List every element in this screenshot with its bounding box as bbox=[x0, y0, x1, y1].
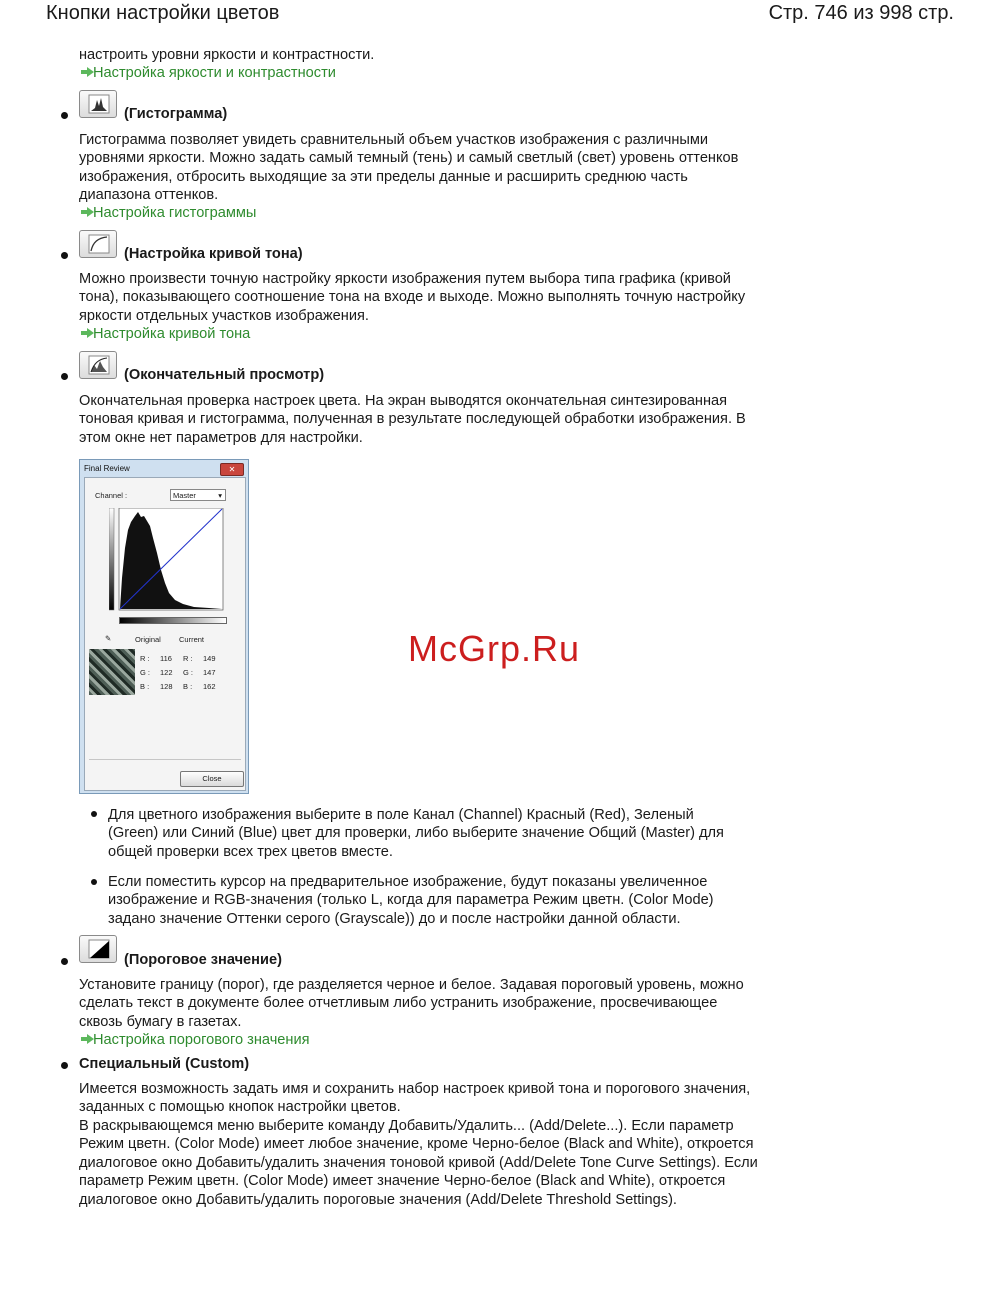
final-review-dialog bbox=[79, 459, 249, 794]
rgb-label: B : bbox=[140, 682, 150, 691]
bullet bbox=[61, 112, 68, 119]
page-number: Стр. 746 из 998 стр. bbox=[768, 2, 954, 24]
divider bbox=[89, 759, 241, 760]
original-label: Original bbox=[135, 635, 161, 644]
bullet bbox=[61, 1062, 68, 1069]
histogram-icon bbox=[88, 94, 110, 114]
rgb-label: R : bbox=[183, 654, 193, 663]
intro-text: настроить уровни яркости и контрастности. bbox=[79, 47, 375, 63]
link-brightness-contrast[interactable]: Настройка яркости и контрастности bbox=[79, 64, 336, 82]
link-threshold[interactable]: Настройка порогового значения bbox=[79, 1031, 310, 1049]
chevron-down-icon: ▾ bbox=[218, 491, 222, 500]
histogram-button[interactable] bbox=[79, 90, 117, 118]
channel-label: Channel : bbox=[95, 491, 128, 500]
sub-bullet-text: Для цветного изображения выберите в поле Канал (Channel) Красный (Red), Зеленый (Green) или Синий (Blue) цвет для проверки, либо выберите значение Общий (Master) для общей проверки всех трех цветов вместе. bbox=[108, 807, 724, 860]
histogram-graph bbox=[109, 508, 225, 614]
sub-bullet-text: Если поместить курсор на предварительное изображение, будут показаны увеличенное изображение и RGB-значения (только L, когда для параметра Режим цветн. (Color Mode) задано значение Оттенки серого (Grayscale)) до и после настройки данной области. bbox=[108, 874, 714, 927]
bullet bbox=[61, 958, 68, 965]
final-review-button[interactable] bbox=[79, 351, 117, 379]
custom-text-2: В раскрывающемся меню выберите команду Добавить/Удалить... (Add/Delete...). Если параметр Режим цветн. (Color Mode) имеет любое значение, кроме Черно-белое (Black and White), откроется диалоговое окно Добавить/удалить значения тоновой кривой (Add/Delete Tone Curve Settings). Если параметр Режим цветн. (Color Mode) имеет значение Черно-белое (Black and White), откроется диалоговое окно Добавить/удалить пороговые значения (Add/Delete Threshold Settings). bbox=[79, 1118, 758, 1208]
rgb-current-value: 162 bbox=[203, 682, 216, 691]
arrow-right-icon bbox=[79, 1031, 93, 1049]
rgb-original-value: 116 bbox=[160, 654, 172, 663]
arrow-right-icon bbox=[79, 325, 93, 343]
dialog-title: Final Review bbox=[84, 464, 130, 473]
rgb-label: B : bbox=[183, 682, 193, 691]
dialog-body bbox=[84, 477, 246, 791]
rgb-current-value: 149 bbox=[203, 654, 216, 663]
tone-curve-text: Можно произвести точную настройку яркости изображения путем выбора типа графика (кривой тона), показывающего соотношение тона на входе и выходе. Можно выполнять точную настройку яркости отдельных участков изображения. bbox=[79, 271, 746, 324]
rgb-current-value: 147 bbox=[203, 668, 216, 677]
threshold-text: Установите границу (порог), где разделяется черное и белое. Задавая пороговый уровень, можно сделать текст в документе более отчетливым либо устранить изображение, просвечивающее сквозь бумагу в газетах. bbox=[79, 977, 744, 1030]
histogram-text: Гистограмма позволяет увидеть сравнительный объем участков изображения с различными уровнями яркости. Можно задать самый темный (тень) и самый светлый (свет) уровень оттенков изображения, отбросить выходящие за эти пределы данные и расширить среднюю часть диапазона оттенков. bbox=[79, 132, 739, 204]
custom-title: Специальный (Custom) bbox=[79, 1056, 250, 1072]
bullet bbox=[61, 252, 68, 259]
preview-image bbox=[89, 649, 135, 695]
dialog-close-icon[interactable]: ✕ bbox=[220, 463, 244, 476]
threshold-title: (Пороговое значение) bbox=[124, 952, 282, 968]
arrow-right-icon bbox=[79, 64, 93, 82]
close-button[interactable]: Close bbox=[180, 771, 244, 787]
rgb-label: G : bbox=[140, 668, 151, 677]
bullet bbox=[91, 811, 97, 817]
tone-curve-title: (Настройка кривой тона) bbox=[124, 246, 303, 262]
rgb-original-value: 128 bbox=[160, 682, 173, 691]
tone-curve-icon bbox=[88, 234, 110, 254]
bullet bbox=[91, 879, 97, 885]
histogram-title: (Гистограмма) bbox=[124, 106, 228, 122]
watermark: McGrp.Ru bbox=[408, 628, 581, 669]
rgb-original-value: 122 bbox=[160, 668, 173, 677]
final-review-title: (Окончательный просмотр) bbox=[124, 367, 325, 383]
bullet bbox=[61, 373, 68, 380]
arrow-right-icon bbox=[79, 204, 93, 222]
eyedropper-icon: ✎ bbox=[105, 634, 112, 643]
final-review-icon bbox=[88, 355, 110, 375]
link-tone-curve[interactable]: Настройка кривой тона bbox=[79, 325, 250, 343]
current-label: Current bbox=[179, 635, 205, 644]
rgb-label: G : bbox=[183, 668, 194, 677]
threshold-button[interactable] bbox=[79, 935, 117, 963]
channel-select[interactable]: Master ▾ bbox=[170, 489, 226, 501]
custom-text-1: Имеется возможность задать имя и сохранить набор настроек кривой тона и порогового значения, заданных с помощью кнопок настройки цветов. bbox=[79, 1081, 751, 1116]
threshold-icon bbox=[88, 939, 110, 959]
tone-gradient-bar bbox=[119, 617, 227, 624]
tone-curve-button[interactable] bbox=[79, 230, 117, 258]
link-histogram[interactable]: Настройка гистограммы bbox=[79, 204, 256, 222]
page-title: Кнопки настройки цветов bbox=[46, 2, 280, 24]
rgb-label: R : bbox=[140, 654, 150, 663]
final-review-text: Окончательная проверка настроек цвета. На экран выводятся окончательная синтезированная тоновая кривая и гистограмма, полученная в результате последующей обработки изображения. В этом окне нет параметров для настройки. bbox=[79, 393, 746, 446]
